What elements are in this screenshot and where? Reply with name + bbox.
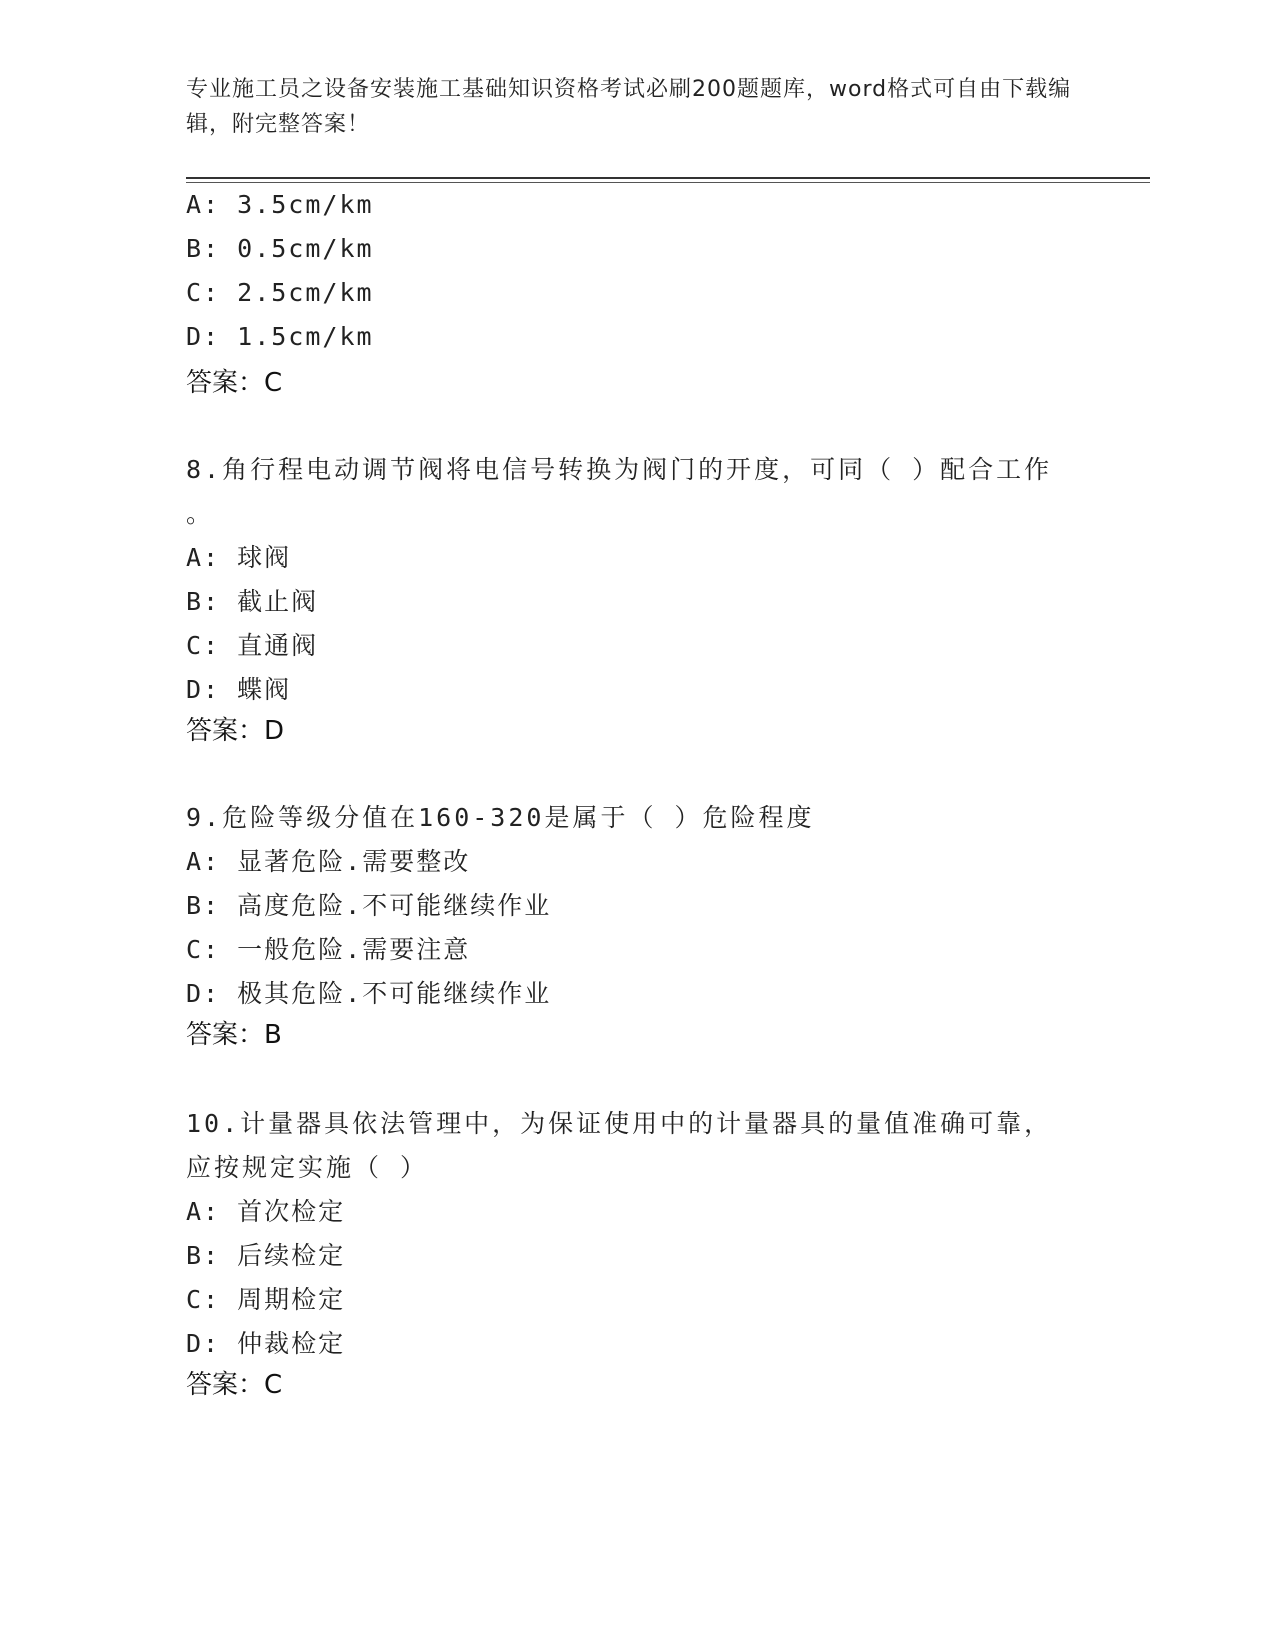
q10-option-d: D: 仲裁检定 [186, 1329, 346, 1358]
header-divider [186, 177, 1150, 179]
q9-answer: 答案：B [186, 1020, 282, 1050]
q9-option-d: D: 极其危险.不可能继续作业 [186, 979, 552, 1008]
q7-answer: 答案：C [186, 368, 283, 398]
q10-option-c: C: 周期检定 [186, 1285, 346, 1314]
q8-question: 8.角行程电动调节阀将电信号转换为阀门的开度，可同（ ）配合工作 [186, 455, 1053, 484]
q7-option-c: C: 2.5cm/km [186, 278, 374, 307]
q9-question: 9.危险等级分值在160-320是属于（ ）危险程度 [186, 803, 815, 832]
q8-option-c: C: 直通阀 [186, 631, 319, 660]
q8-option-d: D: 蝶阀 [186, 675, 292, 704]
q10-option-a: A: 首次检定 [186, 1197, 346, 1226]
q8-option-a: A: 球阀 [186, 543, 292, 572]
header-divider-thin [186, 182, 1150, 183]
q10-question-cont: 应按规定实施（ ） [186, 1153, 429, 1182]
q8-option-b: B: 截止阀 [186, 587, 319, 616]
q10-answer: 答案：C [186, 1370, 283, 1400]
q9-option-b: B: 高度危险.不可能继续作业 [186, 891, 552, 920]
q7-option-b: B: 0.5cm/km [186, 234, 374, 263]
q8-question-cont: 。 [186, 499, 215, 528]
document-header: 专业施工员之设备安装施工基础知识资格考试必刷200题题库，word格式可自由下载编辑，附完整答案！ [186, 77, 1072, 137]
q10-question: 10.计量器具依法管理中，为保证使用中的计量器具的量值准确可靠， [186, 1109, 1053, 1138]
q7-option-d: D: 1.5cm/km [186, 322, 374, 351]
q9-option-a: A: 显著危险.需要整改 [186, 847, 471, 876]
q10-option-b: B: 后续检定 [186, 1241, 346, 1270]
q9-option-c: C: 一般危险.需要注意 [186, 935, 471, 964]
q8-answer: 答案：D [186, 716, 285, 746]
q7-option-a: A: 3.5cm/km [186, 190, 374, 219]
